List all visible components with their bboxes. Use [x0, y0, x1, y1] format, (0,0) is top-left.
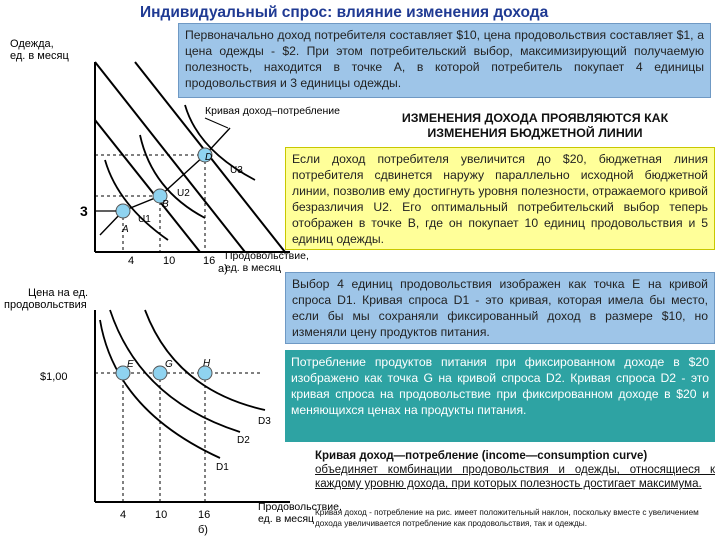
point-h-label: H [203, 358, 211, 369]
income-increase-box [285, 147, 715, 250]
income-increase-text: Если доход потребителя увеличится до $20, бюджетная линия потребителя сдвинется наружу параллельно исходной бюджетной линии, позволив ему достигнуть уровня полезности, отражаемого кривой безразличия U2. Его оптимальный потребительский выбор теперь отображен в точке B, где он покупает 10 единиц продовольствия и 5 единиц одежды. [292, 152, 708, 246]
u3-label: U3 [230, 165, 243, 176]
income-consumption-curve [100, 128, 230, 235]
d3-label: D3 [258, 416, 271, 427]
income-consumption-label: Кривая доход–потребление [205, 105, 340, 117]
graph-a-x-title-1: Продовольствие, [225, 250, 309, 262]
x-tick-4: 4 [128, 255, 135, 267]
b-x-tick-4: 4 [120, 509, 127, 521]
point-a-label: A [122, 224, 129, 235]
budget-line-1 [95, 120, 200, 252]
graph-b-panel-label: б) [198, 524, 208, 536]
demand-d1-text: Выбор 4 единиц продовольствия изображен как точка E на кривой спроса D1. Кривая спроса D1 - это кривая, которая имела бы место, если бы мы сохраняли фиксированный доход в размере $10, но изменяли цену продуктов питания. [292, 277, 708, 339]
heading-line-2: ИЗМЕНЕНИЯ БЮДЖЕТНОЙ ЛИНИИ [427, 126, 643, 140]
graph-b-y-title-2: продовольствия [4, 299, 87, 311]
page-title: Индивидуальный спрос: влияние изменения дохода [140, 4, 549, 21]
x-tick-10: 10 [163, 255, 176, 267]
d2-label: D2 [237, 435, 250, 446]
graph-a-panel-label: а) [218, 263, 228, 275]
u2-label: U2 [177, 188, 190, 199]
budget-line-heading [355, 111, 715, 141]
demand-d2-text: Потребление продуктов питания при фиксированном доходе в $20 изображено как точка G на кривой спроса D2. Кривая спроса D2 - это кривая спроса на продовольствие при фиксированном доходе в $20 и меняющихся ценах на продукты питания. [291, 355, 709, 417]
u1-label: U1 [138, 214, 151, 225]
point-a-marker [116, 204, 130, 218]
x-tick-16: 16 [203, 255, 216, 267]
graph-a-y-title-1: Одежда, [10, 38, 54, 50]
graph-b-x-title-1: Продовольствие, [258, 501, 342, 513]
demand-d1-box [285, 272, 715, 344]
b-x-tick-16: 16 [198, 509, 211, 521]
graph-b-x-title-2: ед. в месяц [258, 513, 315, 525]
b-x-tick-10: 10 [155, 509, 168, 521]
point-d-label: D [205, 152, 213, 163]
graph-b-y-title-1: Цена на ед. [28, 287, 89, 299]
definition [315, 449, 715, 491]
footnote: Кривая доход - потребление на рис. имеет положительный наклон, поскольку вместе с увеличением дохода увеличивается потребление как продовольствия, так и одежды. [315, 508, 699, 528]
point-g-label: G [165, 359, 173, 370]
initial-state-text: Первоначально доход потребителя составляет $10, цена продовольствия составляет $1, а цена одежды - $2. При этом потребительский выбор, максимизирующий получаемую полезность, находится в точке А, в которой потребитель покупает 4 единицы продовольствия и 3 единицы одежды. [185, 28, 704, 90]
point-b-label: B [162, 199, 169, 210]
point-e-label: E [127, 359, 134, 370]
price-label: $1,00 [40, 371, 68, 383]
definition-term: Кривая доход—потребление (income—consumption curve) [315, 450, 648, 462]
demand-d2-box [285, 350, 715, 442]
y-tick-3: 3 [80, 203, 88, 219]
definition-body: объединяет комбинации продовольствия и одежды, относящиеся к каждому уровню дохода, при которых полезность достигает максимума. [315, 464, 715, 490]
curve-label-arrow [205, 118, 228, 128]
graph-a-x-title-2: ед. в месяц [225, 262, 282, 274]
d1-label: D1 [216, 462, 229, 473]
initial-state-box [178, 23, 711, 98]
graph-a-y-title-2: ед. в месяц [10, 50, 69, 62]
heading-line-1: ИЗМЕНЕНИЯ ДОХОДА ПРОЯВЛЯЮТСЯ КАК [401, 111, 669, 125]
indifference-curve-u2 [140, 135, 205, 218]
